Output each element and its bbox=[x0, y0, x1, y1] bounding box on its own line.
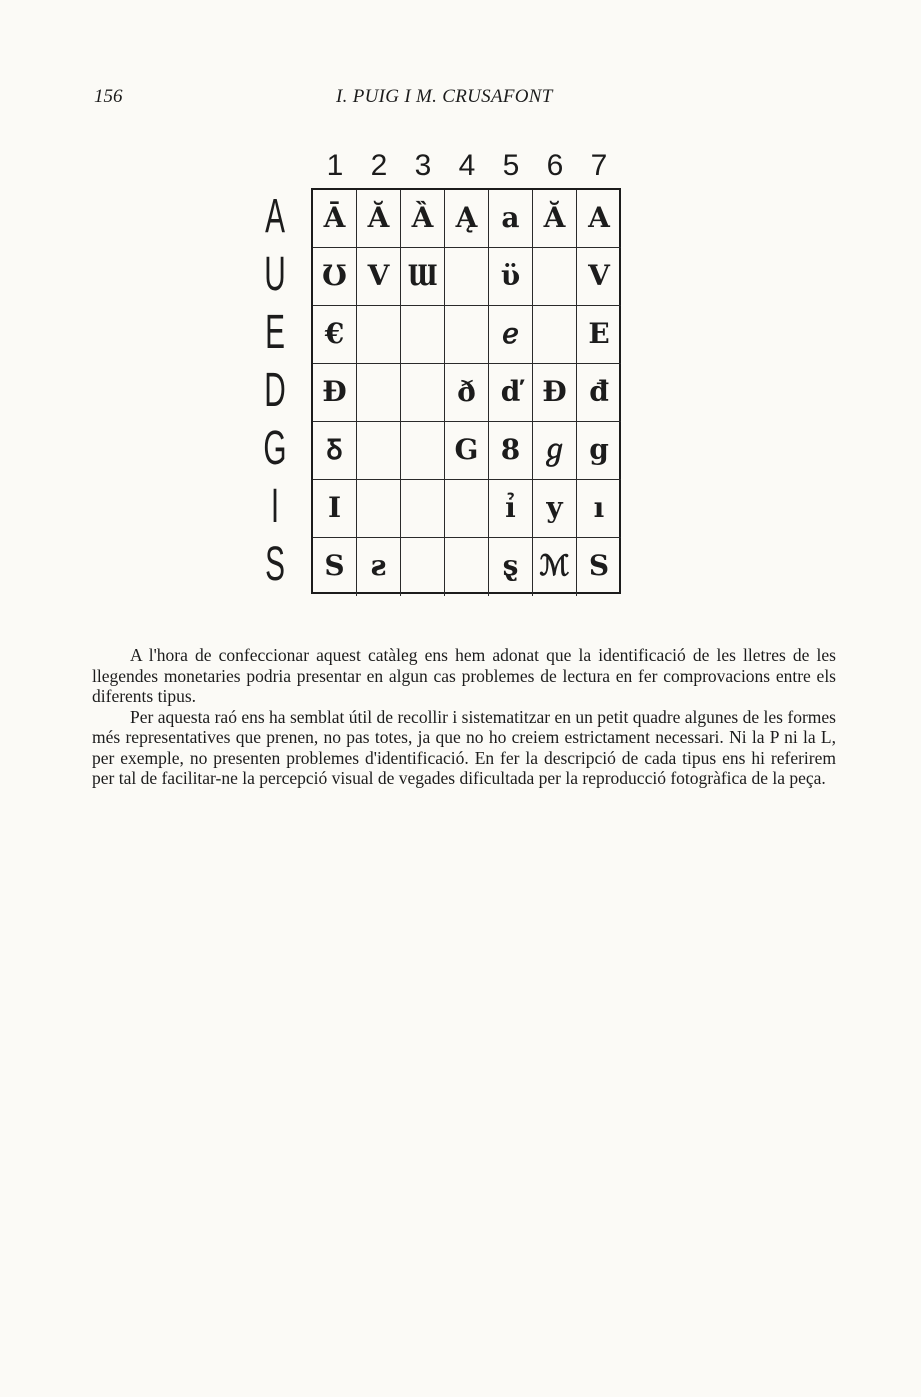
table-cell bbox=[533, 248, 577, 306]
column-number: 4 bbox=[458, 149, 476, 182]
row-letter: D bbox=[264, 364, 286, 417]
page-number: 156 bbox=[94, 86, 123, 107]
table-cell: S bbox=[588, 549, 610, 582]
table-cell bbox=[401, 364, 445, 422]
table-cell: Ɖ bbox=[533, 364, 577, 422]
table-cell: Ă bbox=[533, 190, 577, 248]
table-cell: E bbox=[577, 306, 621, 364]
table-cell bbox=[401, 480, 445, 538]
table-cell bbox=[357, 480, 401, 538]
table-cell: ỉ bbox=[489, 480, 533, 538]
table-cell bbox=[357, 364, 401, 422]
table-cell: V bbox=[577, 248, 621, 306]
table-cell: a bbox=[489, 190, 533, 248]
table-cell bbox=[445, 480, 489, 538]
table-cell: G bbox=[445, 422, 489, 480]
row-letter: E bbox=[265, 306, 285, 359]
table-cell: Ȁ bbox=[401, 190, 445, 248]
table-cell: g bbox=[577, 422, 621, 480]
column-number: 2 bbox=[370, 149, 388, 182]
table-cell: ð bbox=[445, 364, 489, 422]
row-letters bbox=[250, 188, 300, 594]
table-cell: y bbox=[533, 480, 577, 538]
table-cell: Ā bbox=[313, 190, 357, 248]
table-cell: đ bbox=[577, 364, 621, 422]
paragraph: A l'hora de confeccionar aquest catàleg ens hem adonat que la identificació de les lletres de les llegendes monetaries podria presentar en algun cas problemes de lectura en fer comprovacions entre els diferents tipus. bbox=[92, 645, 836, 706]
table-cell bbox=[357, 306, 401, 364]
table-cell: € bbox=[313, 306, 357, 364]
table-cell: Ᵹ bbox=[313, 422, 357, 480]
row-letter: I bbox=[270, 480, 280, 533]
paragraph: Per aquesta raó ens ha semblat útil de recollir i sistematitzar en un petit quadre algunes de les formes més representatives que prenen, no pas totes, ja que no ho creiem estrictament necessari. Ni la P ni la L, per exemple, no presenten problemes d'identificació. En fer la descripció de cada tipus ens hi referirem per tal de facilitar-ne la percepció visual de vegades dificultada per la reproducció fotogràfica de la peça. bbox=[92, 706, 836, 788]
table-cell bbox=[401, 422, 445, 480]
table-cell: Ą bbox=[445, 190, 489, 248]
table-cell bbox=[445, 306, 489, 364]
row-letter: S bbox=[265, 538, 285, 591]
table-cell: ℯ bbox=[489, 306, 533, 364]
letter-forms-table bbox=[311, 188, 621, 594]
table-cell bbox=[401, 306, 445, 364]
table-cell: Ɯ bbox=[401, 248, 445, 306]
table-cell: ℊ bbox=[533, 422, 577, 480]
row-letter: G bbox=[263, 422, 287, 475]
table-cell: I bbox=[313, 480, 357, 538]
table-cell: S bbox=[313, 538, 357, 596]
running-title: I. PUIG I M. CRUSAFONT bbox=[336, 86, 553, 107]
table-cell: Ӑ bbox=[357, 190, 401, 248]
table-cell: ı bbox=[577, 480, 621, 538]
table-cell: A bbox=[577, 190, 621, 248]
column-numbers bbox=[313, 148, 623, 188]
column-number: 5 bbox=[502, 149, 520, 182]
table-cell: Ɖ bbox=[313, 364, 357, 422]
table-cell bbox=[401, 538, 445, 596]
table-cell: Ʊ bbox=[313, 248, 357, 306]
table-cell bbox=[357, 422, 401, 480]
table-cell bbox=[533, 306, 577, 364]
column-number: 1 bbox=[326, 149, 344, 182]
table-cell: ℳ bbox=[533, 538, 577, 596]
table-cell: ƨ bbox=[357, 538, 401, 596]
body-text bbox=[92, 645, 836, 789]
column-number: 6 bbox=[546, 149, 564, 182]
column-number: 7 bbox=[590, 149, 608, 182]
column-number: 3 bbox=[414, 149, 432, 182]
table-cell: V bbox=[357, 248, 401, 306]
row-letter: U bbox=[264, 248, 286, 301]
table-cell bbox=[445, 248, 489, 306]
table-cell bbox=[445, 538, 489, 596]
row-letter: A bbox=[265, 190, 285, 243]
table-cell: ȿ bbox=[489, 538, 533, 596]
table-cell: 8 bbox=[489, 422, 533, 480]
table-cell: ϋ bbox=[489, 248, 533, 306]
table-cell: ď bbox=[489, 364, 533, 422]
